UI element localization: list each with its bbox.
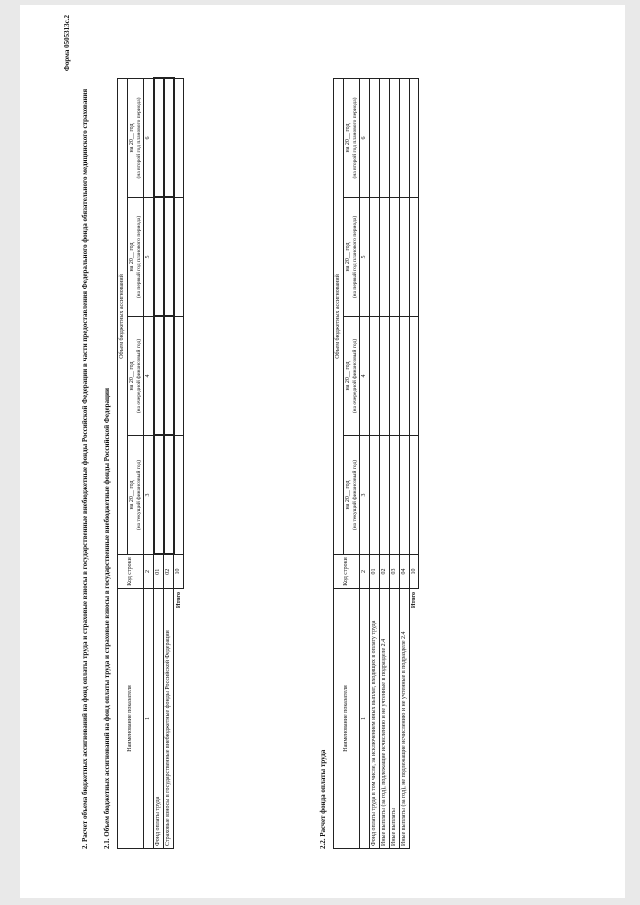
value-cell[interactable] — [379, 78, 389, 197]
header-col6-note: (на второй год планового периода) — [351, 97, 358, 179]
header-col4-note: (на очередной финансовый год) — [135, 338, 142, 414]
value-cell[interactable] — [164, 78, 174, 197]
header-col5-year: на 20__ год — [128, 242, 135, 272]
total-code: 10 — [174, 555, 184, 589]
total-cell — [174, 317, 184, 436]
colnum: 1 — [144, 589, 154, 849]
value-cell[interactable] — [379, 436, 389, 555]
header-col3-year: на 20__ год — [128, 480, 135, 510]
header-col5 — [343, 198, 359, 317]
total-cell — [409, 198, 419, 317]
table-header-row — [118, 78, 128, 848]
value-cell[interactable] — [379, 317, 389, 436]
header-col5 — [127, 198, 143, 317]
value-cell[interactable] — [369, 436, 379, 555]
header-col3-note: (на текущий финансовый год) — [351, 459, 358, 531]
row-code: 01 — [369, 555, 379, 589]
header-code: Код строки — [118, 555, 144, 589]
column-numbers-row — [144, 78, 154, 848]
value-cell[interactable] — [399, 436, 409, 555]
section-2-1-title: 2.1. Объем бюджетных ассигнований на фонд оплаты труда и страховые взносы в государственные внебюджетные фонды Российской Федерации — [103, 387, 111, 849]
section-2-2-title: 2.2. Расчет фонда оплаты труда — [319, 749, 327, 849]
header-col4 — [127, 317, 143, 436]
value-cell[interactable] — [389, 436, 399, 555]
total-label: Итого — [410, 592, 417, 609]
row-code: 02 — [164, 555, 174, 589]
row-name: Страховые взносы в государственные внебюджетные фонды Российской Федерации — [164, 589, 174, 849]
colnum: 1 — [360, 589, 370, 849]
value-cell[interactable] — [164, 436, 174, 555]
row-code: 01 — [154, 555, 164, 589]
rotated-landscape-content — [55, 15, 615, 855]
colnum: 2 — [360, 555, 370, 589]
section-2-title: 2. Расчет объема бюджетных ассигнований на фонд оплаты труда и страховые взносы в государственные внебюджетные фонды Российской Федерации в части предоставления Федерального фонда обязательного медицинского страхования — [81, 88, 89, 849]
header-group: Объем бюджетных ассигнований — [118, 78, 128, 554]
value-cell[interactable] — [389, 198, 399, 317]
header-code: Код строки — [334, 555, 360, 589]
colnum: 5 — [360, 198, 370, 317]
value-cell[interactable] — [399, 198, 409, 317]
value-cell[interactable] — [154, 317, 164, 436]
header-col6 — [343, 78, 359, 197]
header-col3-year: на 20__ год — [344, 480, 351, 510]
header-col6-year: на 20__ год — [344, 123, 351, 153]
header-col5-note: (на первый год планового периода) — [135, 215, 142, 299]
header-col3 — [127, 436, 143, 555]
row-name: Иные выплаты (за год), не подлежащие исчислению и не учтенные в подразделе 2.4 — [399, 589, 409, 849]
header-col6-note: (на второй год планового периода) — [135, 97, 142, 179]
total-code: 10 — [409, 555, 419, 589]
total-label: Итого — [175, 592, 182, 609]
total-cell — [174, 436, 184, 555]
value-cell[interactable] — [389, 78, 399, 197]
form-code: Форма 0505313с.2 — [63, 15, 71, 72]
header-col6 — [127, 78, 143, 197]
table-payroll-calculation — [333, 78, 419, 849]
header-col6-year: на 20__ год — [128, 123, 135, 153]
value-cell[interactable] — [154, 436, 164, 555]
value-cell[interactable] — [154, 198, 164, 317]
table-row — [399, 78, 409, 848]
row-name: Иные выплаты (за год), подлежащие исчислению и не учтенные в подразделе 2.4 — [379, 589, 389, 849]
column-numbers-row — [360, 78, 370, 848]
total-cell — [409, 78, 419, 197]
table-row — [154, 78, 164, 848]
row-code: 04 — [399, 555, 409, 589]
table-row — [389, 78, 399, 848]
colnum: 5 — [144, 198, 154, 317]
header-col4-year: на 20__ год — [128, 361, 135, 391]
row-code: 02 — [379, 555, 389, 589]
row-name: Фонд оплаты труда — [154, 589, 164, 849]
header-name: Наименование показателя — [334, 589, 360, 849]
total-cell — [174, 198, 184, 317]
table-header-row — [334, 78, 344, 848]
value-cell[interactable] — [369, 198, 379, 317]
colnum: 4 — [360, 317, 370, 436]
total-cell — [174, 78, 184, 197]
value-cell[interactable] — [399, 317, 409, 436]
row-name: Фонд оплаты труда в том числе, за исключением иных выплат, входящих в оплату труда — [369, 589, 379, 849]
colnum: 4 — [144, 317, 154, 436]
header-group: Объем бюджетных ассигнований — [334, 78, 344, 554]
table-row — [369, 78, 379, 848]
table-row — [164, 78, 174, 848]
value-cell[interactable] — [389, 317, 399, 436]
header-col3 — [343, 436, 359, 555]
header-col4-year: на 20__ год — [344, 361, 351, 391]
value-cell[interactable] — [164, 317, 174, 436]
value-cell[interactable] — [164, 198, 174, 317]
colnum: 3 — [360, 436, 370, 555]
document-page — [20, 5, 625, 898]
value-cell[interactable] — [399, 78, 409, 197]
value-cell[interactable] — [154, 78, 164, 197]
value-cell[interactable] — [369, 317, 379, 436]
colnum: 3 — [144, 436, 154, 555]
colnum: 2 — [144, 555, 154, 589]
table-row — [379, 78, 389, 848]
total-row — [174, 78, 184, 848]
header-col3-note: (на текущий финансовый год) — [135, 459, 142, 531]
row-name: Иные выплаты — [389, 589, 399, 849]
total-cell — [409, 436, 419, 555]
colnum: 6 — [144, 78, 154, 197]
header-col4 — [343, 317, 359, 436]
value-cell[interactable] — [379, 198, 389, 317]
row-code: 03 — [389, 555, 399, 589]
header-col4-note: (на очередной финансовый год) — [351, 338, 358, 414]
header-name: Наименование показателя — [118, 589, 144, 849]
header-col5-note: (на первый год планового периода) — [351, 215, 358, 299]
header-col5-year: на 20__ год — [344, 242, 351, 272]
total-cell — [409, 317, 419, 436]
table-budget-allocations — [117, 77, 184, 849]
value-cell[interactable] — [369, 78, 379, 197]
colnum: 6 — [360, 78, 370, 197]
total-row — [409, 78, 419, 848]
